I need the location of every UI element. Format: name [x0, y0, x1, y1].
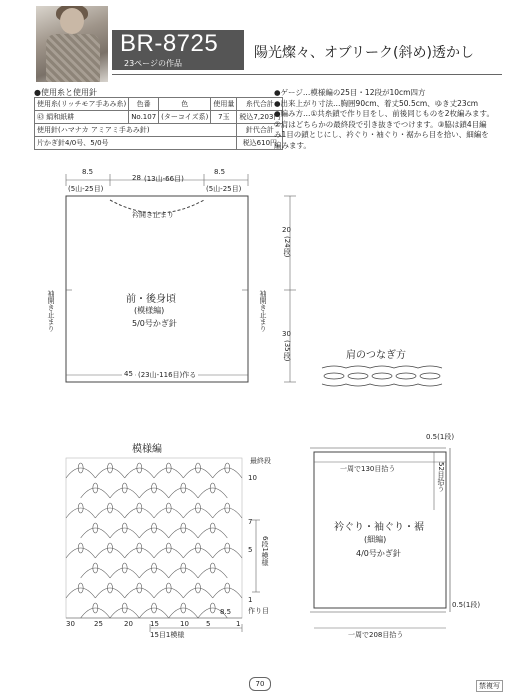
stitch-chart-title: 模様編: [132, 444, 162, 455]
note-gauge: ●ゲージ…模様編の25目・12段が10cm四方: [274, 88, 426, 97]
table-cell: ㊸ 絹和紙耕: [35, 111, 129, 124]
chart-end-mark: 8.5: [220, 608, 232, 616]
table-cell: (ターコイズ系): [159, 111, 211, 124]
body-dimension-lines: [66, 174, 296, 382]
table-cell: 色: [159, 98, 211, 111]
dim-top-right-sub: (5山-25目): [206, 185, 242, 193]
shoulder-join-diagram: [322, 366, 442, 386]
chart-xtick: 15: [150, 620, 159, 628]
table-cell: 税込7,203円: [237, 111, 283, 124]
dim-right-bottom: 30: [282, 330, 291, 338]
table-cell: 色番: [129, 98, 159, 111]
neck-opening-label: 衿開き止まり: [132, 211, 174, 219]
chart-row-5: 5: [248, 546, 253, 554]
page-number: 70: [249, 677, 271, 691]
armhole-right-label: 袖開き止まり: [259, 290, 267, 332]
chart-start-row: 作り目: [248, 607, 269, 615]
chart-repeat-rows: 6段1模様: [261, 536, 269, 566]
dim-right-top: 20: [282, 226, 291, 234]
note-size: ●出来上がり寸法…胸囲90cm、着丈50.5cm、ゆき丈23cm: [274, 98, 479, 108]
chart-row-10: 10: [248, 474, 257, 482]
edging-side-label: 52目拾う: [437, 462, 445, 492]
shoulder-title: 肩のつなぎ方: [346, 350, 406, 361]
table-cell: 糸代合計: [237, 98, 283, 111]
chart-xtick: 1: [236, 620, 241, 628]
pattern-code: BR-8725: [120, 30, 219, 57]
table-cell: 使用量: [211, 98, 237, 111]
note-method: ●編み方…①共糸鎖で作り目をし、前後同じものを2枚編みます。: [274, 109, 494, 118]
chart-xtick: 5: [206, 620, 211, 628]
dim-right-bottom-sub: (35段): [283, 340, 291, 362]
edging-top-label: 一周で130目拾う: [340, 465, 396, 473]
dim-top-left-sub: (5山-25目): [68, 185, 104, 193]
dim-top-mid-sub: (13山-66目): [144, 175, 184, 183]
edging-bottom-mark: 0.5(1段): [452, 601, 481, 609]
chart-xtick: 20: [124, 620, 133, 628]
note-method-cont: ②肩はどちらかの最終段で引き抜きでつけます。③脇は鎖4目編み1目の鎖とじにし、衿ぐり・袖ぐり・裾から目を拾い、細編を編みます。: [274, 119, 489, 150]
dim-bottom: 45: [124, 370, 133, 378]
table-cell: 使用糸(リッチモア手あみ糸): [35, 98, 129, 111]
edging-title: 衿ぐり・袖ぐり・裾: [334, 522, 424, 533]
chart-xtick: 30: [66, 620, 75, 628]
edging-bottom-label: 一周で208目拾う: [348, 631, 404, 639]
table-cell: 使用針(ハマナカ アミアミ手あみ針): [35, 124, 237, 137]
yarn-section-label: ●使用糸と使用針: [34, 88, 97, 97]
body-piece-outline: [66, 196, 248, 382]
table-cell: 針代合計: [237, 124, 283, 137]
body-piece-subtitle: (模様編): [134, 306, 165, 315]
armhole-left-label: 袖開き止まり: [47, 290, 55, 332]
table-cell: 税込610円: [237, 137, 283, 150]
chart-xtick: 10: [180, 620, 189, 628]
edging-subtitle: (細編): [364, 535, 387, 544]
edging-top-mark: 0.5(1段): [426, 433, 455, 441]
chart-row-7: 7: [248, 518, 253, 526]
chart-last-row: 最終段: [250, 457, 271, 465]
chart-row-1: 1: [248, 596, 253, 604]
body-piece-title: 前・後身頃: [126, 294, 176, 305]
page-reference: 23ページの作品: [124, 59, 183, 68]
dim-bottom-sub: (23山-116目)作る: [138, 371, 197, 379]
dim-right-top-sub: (24段): [283, 236, 291, 258]
table-cell: No.107: [129, 111, 159, 124]
dim-top-left: 8.5: [82, 168, 94, 176]
body-piece-needle: 5/0号かぎ針: [132, 319, 177, 328]
chart-xtick: 25: [94, 620, 103, 628]
copyright-badge: 禁複写: [476, 680, 503, 692]
dim-top-right: 8.5: [214, 168, 226, 176]
stitch-chart: [66, 458, 242, 618]
pattern-title: 陽光燦々、オブリーク(斜め)透かし: [254, 45, 474, 61]
edging-needle: 4/0号かぎ針: [356, 549, 401, 558]
chart-repeat-sts: 15目1模様: [150, 631, 185, 639]
table-cell: 7玉: [211, 111, 237, 124]
table-cell: 片かぎ針4/0号、5/0号: [35, 137, 237, 150]
dim-top-mid: 28: [132, 174, 141, 182]
